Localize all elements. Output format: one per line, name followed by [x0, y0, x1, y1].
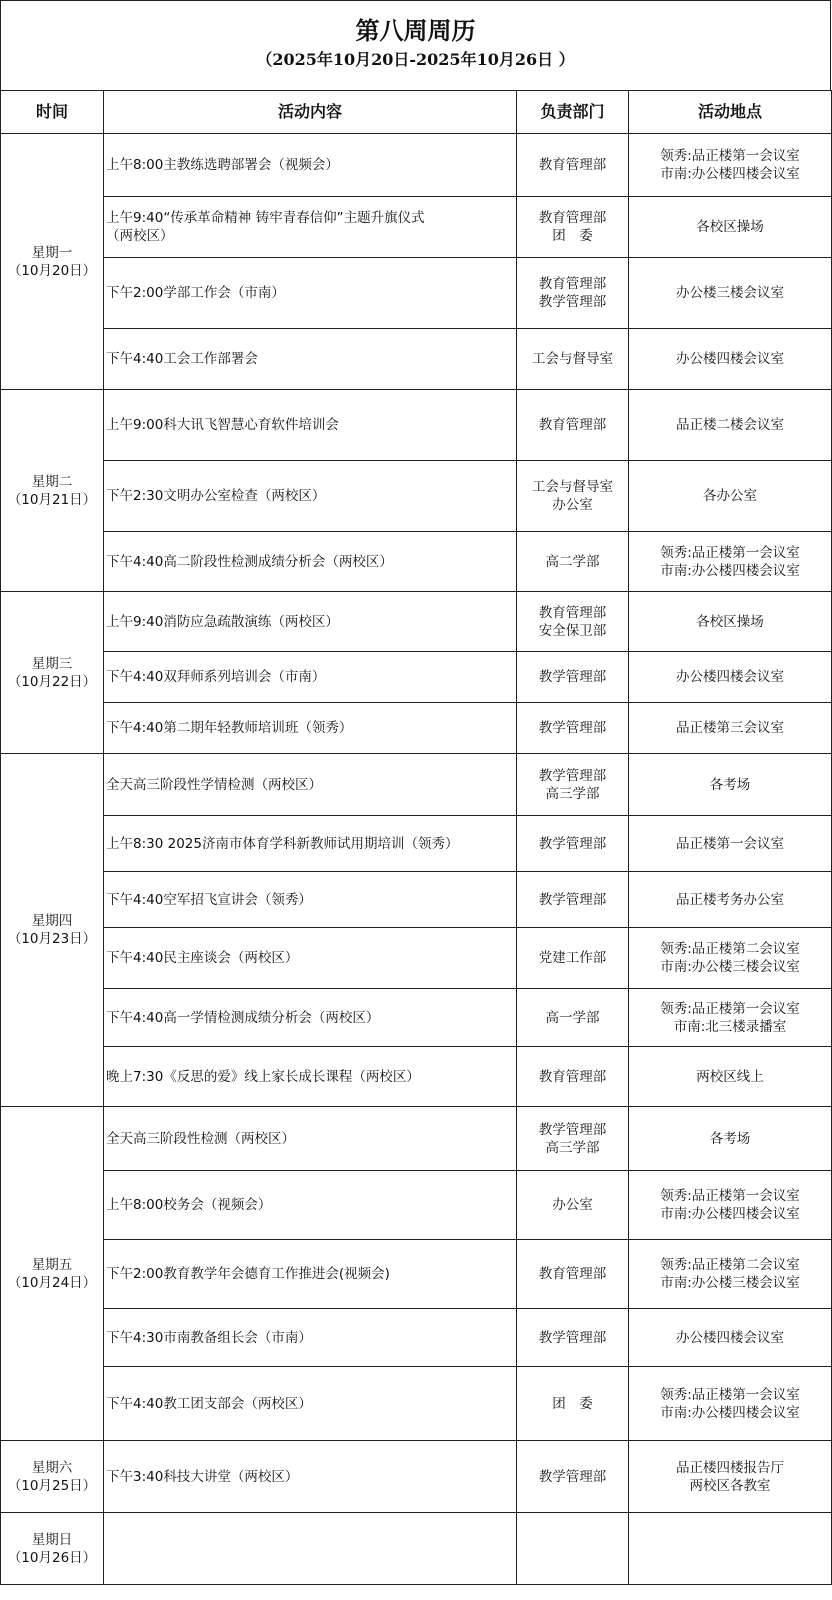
activity-text: 下午4:40空军招飞宣讲会（领秀）: [106, 891, 312, 908]
activity-cell: [104, 872, 517, 928]
department-cell: [517, 1107, 629, 1171]
activity-text: 下午4:30市南教备组长会（市南）: [106, 1329, 312, 1346]
table-row: [1, 1171, 832, 1240]
activity-text: 下午2:00教育教学年会德育工作推进会(视频会): [106, 1266, 390, 1282]
location-cell: [629, 989, 832, 1047]
table-row: [1, 258, 832, 329]
location-cell: [629, 1171, 832, 1240]
activity-text: 上午8:00主教练选聘部署会（视频会）: [106, 157, 339, 173]
department-cell: [517, 928, 629, 989]
location-text: 办公楼四楼会议室: [676, 351, 784, 367]
department-cell: [517, 1513, 629, 1585]
day-name: 星期六: [31, 1459, 73, 1476]
location-text: 各考场: [709, 1130, 751, 1147]
location-text: 各办公室: [703, 488, 757, 504]
department-text: 教学管理部: [538, 294, 607, 310]
table-row: [1, 1513, 832, 1585]
location-cell: [629, 703, 832, 754]
location-cell: [629, 816, 832, 872]
table-row: [1, 197, 832, 258]
schedule-table: [0, 90, 832, 1585]
column-header-department: 负责部门: [517, 91, 629, 134]
location-text: 品正楼考务办公室: [676, 891, 784, 908]
location-cell: [629, 592, 832, 652]
location-text: 各考场: [709, 776, 751, 793]
department-text: 党建工作部: [538, 950, 607, 966]
department-text: 教育管理部: [538, 1068, 607, 1085]
day-cell: [1, 1513, 104, 1585]
location-cell: [629, 390, 832, 461]
activity-cell: [104, 592, 517, 652]
location-text: 领秀:品正楼第一会议室: [660, 1188, 800, 1204]
department-cell: [517, 197, 629, 258]
department-cell: [517, 652, 629, 703]
table-row: [1, 816, 832, 872]
activity-cell: [104, 329, 517, 390]
location-cell: [629, 872, 832, 928]
location-cell: [629, 532, 832, 592]
day-date: （10月22日）: [7, 673, 97, 690]
location-text: 两校区线上: [696, 1068, 764, 1085]
activity-cell: [104, 1441, 517, 1513]
department-cell: [517, 1240, 629, 1309]
activity-cell: [104, 532, 517, 592]
location-text: 市南:办公楼三楼会议室: [660, 1275, 800, 1291]
department-text: 团 委: [552, 1395, 593, 1412]
activity-text: 上午8:30 2025济南市体育学科新教师试用期培训（领秀）: [106, 835, 459, 852]
department-text: 办公室: [552, 497, 593, 513]
department-cell: [517, 754, 629, 816]
location-cell: [629, 1240, 832, 1309]
location-cell: [629, 1107, 832, 1171]
activity-cell: [104, 1240, 517, 1309]
day-cell: [1, 754, 104, 1107]
location-text: 品正楼第一会议室: [676, 835, 784, 852]
date-range-subtitle: （2025年10月20日-2025年10月26日 ）: [256, 50, 575, 69]
table-row: [1, 1441, 832, 1513]
schedule-body: [1, 134, 832, 1585]
activity-cell: [104, 816, 517, 872]
activity-text: 下午4:40高二阶段性检测成绩分析会（两校区）: [106, 553, 393, 570]
location-cell: [629, 652, 832, 703]
table-row: [1, 1367, 832, 1441]
day-name: 星期四: [31, 913, 73, 929]
day-name: 星期三: [31, 655, 73, 672]
title-block: [0, 0, 831, 90]
location-text: 各校区操场: [696, 219, 764, 235]
activity-cell: [104, 703, 517, 754]
department-text: 教育管理部: [538, 276, 607, 292]
activity-cell: [104, 134, 517, 197]
department-text: 教育管理部: [538, 417, 607, 433]
department-text: 教学管理部: [538, 669, 607, 685]
department-cell: [517, 532, 629, 592]
location-text: 两校区各教室: [689, 1477, 771, 1494]
location-text: 领秀:品正楼第一会议室: [660, 148, 800, 164]
activity-text: 下午4:40第二期年轻教师培训班（领秀）: [106, 720, 353, 736]
table-row: [1, 461, 832, 532]
column-header-location: 活动地点: [629, 91, 832, 134]
location-text: 领秀:品正楼第二会议室: [660, 1257, 800, 1273]
location-cell: [629, 1309, 832, 1367]
department-cell: [517, 134, 629, 197]
location-cell: [629, 754, 832, 816]
activity-text: 下午4:40教工团支部会（两校区）: [106, 1395, 312, 1412]
department-text: 高二学部: [545, 553, 600, 570]
location-text: 市南:办公楼四楼会议室: [660, 1206, 800, 1222]
location-cell: [629, 928, 832, 989]
table-row: [1, 652, 832, 703]
activity-text: 上午9:40“传承革命精神 铸牢青春信仰”主题升旗仪式: [106, 210, 425, 226]
location-cell: [629, 1367, 832, 1441]
department-cell: [517, 703, 629, 754]
location-text: 领秀:品正楼第二会议室: [660, 941, 800, 957]
location-text: 各校区操场: [696, 613, 764, 630]
day-name: 星期五: [31, 1256, 73, 1273]
location-cell: [629, 461, 832, 532]
location-text: 领秀:品正楼第一会议室: [660, 544, 800, 561]
activity-text: 下午4:40民主座谈会（两校区）: [106, 950, 299, 966]
department-text: 高一学部: [545, 1009, 600, 1026]
activity-text: 下午2:30文明办公室检查（两校区）: [106, 488, 326, 504]
department-text: 团 委: [552, 228, 593, 244]
activity-text: 上午8:00校务会（视频会）: [106, 1197, 272, 1213]
department-text: 教育管理部: [538, 1266, 607, 1282]
location-cell: [629, 1441, 832, 1513]
location-cell: [629, 258, 832, 329]
department-text: 教育管理部: [538, 210, 607, 226]
table-row: [1, 1309, 832, 1367]
department-cell: [517, 329, 629, 390]
day-cell: [1, 1107, 104, 1441]
day-name: 星期一: [31, 244, 73, 261]
department-cell: [517, 1171, 629, 1240]
department-text: 教学管理部: [538, 1468, 607, 1485]
activity-cell: [104, 1047, 517, 1107]
location-cell: [629, 329, 832, 390]
location-text: 办公楼四楼会议室: [676, 1329, 784, 1346]
location-text: 市南:办公楼四楼会议室: [660, 562, 800, 579]
department-text: 教学管理部: [538, 720, 607, 736]
activity-cell: [104, 258, 517, 329]
day-cell: [1, 134, 104, 390]
location-cell: [629, 134, 832, 197]
activity-cell: [104, 1513, 517, 1585]
location-text: 市南:办公楼四楼会议室: [660, 1404, 800, 1421]
department-text: 办公室: [552, 1197, 593, 1213]
department-cell: [517, 872, 629, 928]
day-date: （10月21日）: [7, 491, 97, 508]
table-row: [1, 1240, 832, 1309]
day-cell: [1, 1441, 104, 1513]
department-text: 工会与督导室: [532, 479, 613, 495]
department-cell: [517, 1441, 629, 1513]
department-text: 安全保卫部: [538, 622, 607, 639]
table-row: [1, 928, 832, 989]
table-row: [1, 1107, 832, 1171]
day-date: （10月26日）: [7, 1549, 97, 1566]
location-cell: [629, 197, 832, 258]
table-row: [1, 754, 832, 816]
location-text: 办公楼三楼会议室: [676, 285, 784, 301]
activity-cell: [104, 1107, 517, 1171]
location-text: 品正楼二楼会议室: [676, 417, 784, 433]
department-text: 高三学部: [545, 1139, 600, 1156]
department-cell: [517, 1367, 629, 1441]
activity-text: 上午9:00科大讯飞智慧心育软件培训会: [106, 417, 339, 433]
activity-text: 下午3:40科技大讲堂（两校区）: [106, 1468, 299, 1485]
activity-text: 下午4:40双拜师系列培训会（市南）: [106, 669, 326, 685]
day-date: （10月20日）: [7, 262, 97, 279]
department-cell: [517, 816, 629, 872]
location-text: 办公楼四楼会议室: [676, 669, 784, 685]
department-text: 教育管理部: [538, 604, 607, 621]
activity-text: 下午4:40工会工作部署会: [106, 351, 258, 367]
location-text: 市南:办公楼四楼会议室: [660, 166, 800, 182]
column-header-time: 时间: [1, 91, 104, 134]
day-cell: [1, 390, 104, 592]
activity-cell: [104, 197, 517, 258]
location-text: 市南:北三楼录播室: [673, 1018, 787, 1035]
department-cell: [517, 1047, 629, 1107]
activity-text: 下午4:40高一学情检测成绩分析会（两校区）: [106, 1009, 380, 1026]
location-text: 领秀:品正楼第一会议室: [660, 1386, 800, 1403]
activity-cell: [104, 652, 517, 703]
department-cell: [517, 258, 629, 329]
activity-cell: [104, 390, 517, 461]
day-date: （10月24日）: [7, 1274, 97, 1291]
activity-text: 上午9:40消防应急疏散演练（两校区）: [106, 613, 339, 630]
activity-text: 晚上7:30《反思的爱》线上家长成长课程（两校区）: [106, 1068, 420, 1085]
table-row: [1, 532, 832, 592]
table-row: [1, 329, 832, 390]
table-row: [1, 592, 832, 652]
column-header-activity: 活动内容: [104, 91, 517, 134]
department-text: 教学管理部: [538, 1121, 607, 1138]
location-cell: [629, 1513, 832, 1585]
activity-text: 全天高三阶段性学情检测（两校区）: [106, 776, 322, 793]
table-row: [1, 989, 832, 1047]
activity-cell: [104, 461, 517, 532]
department-text: 工会与督导室: [532, 351, 613, 367]
header-row: [1, 91, 832, 134]
department-cell: [517, 989, 629, 1047]
table-row: [1, 872, 832, 928]
activity-cell: [104, 1309, 517, 1367]
table-row: [1, 1047, 832, 1107]
day-name: 星期二: [31, 473, 73, 490]
location-text: 领秀:品正楼第一会议室: [660, 1000, 800, 1017]
activity-text: （两校区）: [106, 228, 174, 244]
department-cell: [517, 1309, 629, 1367]
department-cell: [517, 592, 629, 652]
table-row: [1, 390, 832, 461]
department-text: 教学管理部: [538, 891, 607, 908]
day-cell: [1, 592, 104, 754]
activity-cell: [104, 1171, 517, 1240]
activity-cell: [104, 928, 517, 989]
department-cell: [517, 390, 629, 461]
table-row: [1, 134, 832, 197]
activity-cell: [104, 754, 517, 816]
department-text: 教学管理部: [538, 835, 607, 852]
department-text: 教学管理部: [538, 767, 607, 784]
department-text: 高三学部: [545, 785, 600, 802]
department-text: 教育管理部: [538, 157, 607, 173]
location-text: 品正楼第三会议室: [676, 720, 784, 736]
activity-text: 下午2:00学部工作会（市南）: [106, 285, 285, 301]
day-name: 星期日: [31, 1531, 73, 1548]
day-date: （10月23日）: [7, 931, 97, 947]
location-text: 品正楼四楼报告厅: [676, 1459, 784, 1476]
location-text: 市南:办公楼三楼会议室: [660, 959, 800, 975]
location-cell: [629, 1047, 832, 1107]
department-text: 教学管理部: [538, 1329, 607, 1346]
activity-cell: [104, 989, 517, 1047]
department-cell: [517, 461, 629, 532]
page-title: 第八周周历: [355, 16, 476, 45]
activity-text: 全天高三阶段性检测（两校区）: [106, 1130, 295, 1147]
day-date: （10月25日）: [7, 1477, 97, 1494]
activity-cell: [104, 1367, 517, 1441]
table-row: [1, 703, 832, 754]
